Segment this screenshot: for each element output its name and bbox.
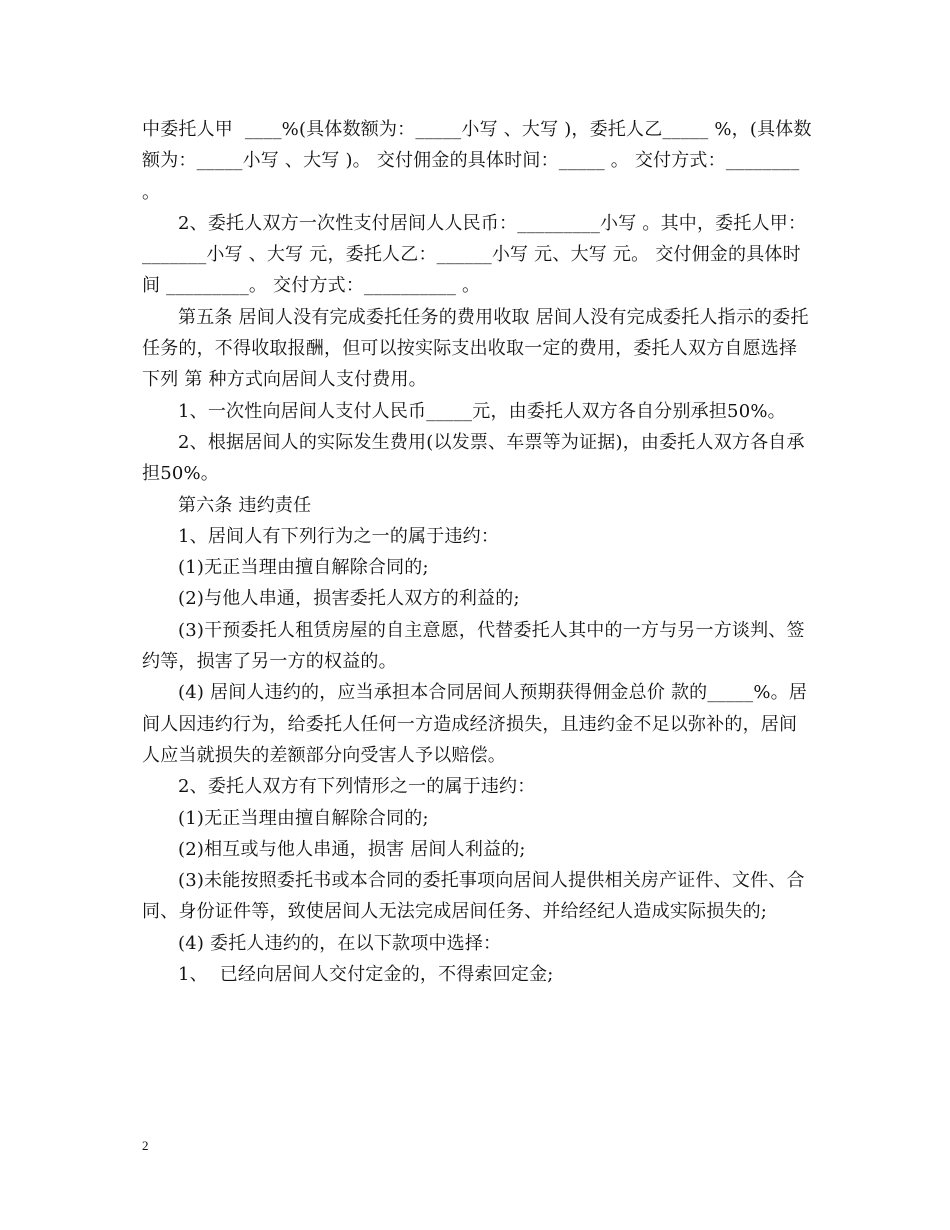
paragraph: 1、居间人有下列行为之一的属于违约：	[178, 525, 500, 547]
paragraph: 1、一次性向居间人支付人民币_____元，由委托人双方各自分别承担50%。	[178, 400, 786, 422]
list-item: (1)无正当理由擅自解除合同的;	[178, 807, 429, 829]
list-item: (2)与他人串通，损害委托人双方的利益的;	[178, 588, 520, 610]
paragraph: 第五条 居间人没有完成委托任务的费用收取 居间人没有完成委托人指示的委托任务的，不得收取报酬，但可以按实际支出收取一定的费用，委托人双方自愿选择下列 第 种方式向居间人支付费用。	[142, 306, 809, 391]
document-body	[142, 114, 814, 990]
paragraph: 2、委托人双方有下列情形之一的属于违约：	[178, 776, 536, 798]
list-item: (4) 委托人违约的，在以下款项中选择：	[178, 932, 502, 954]
list-item: (3)未能按照委托书或本合同的委托事项向居间人提供相关房产证件、文件、合同、身份证件等，致使居间人无法完成居间任务、并给经纪人造成实际损失的;	[142, 870, 805, 923]
list-item: 1、 已经向居间人交付定金的，不得索回定金;	[178, 964, 554, 986]
list-item: (3)干预委托人租赁房屋的自主意愿，代替委托人其中的一方与另一方谈判、签约等，损害了另一方的权益的。	[142, 619, 805, 673]
page-number: 2	[142, 1138, 149, 1153]
list-item: (2)相互或与他人串通，损害 居间人利益的;	[178, 838, 526, 860]
paragraph: 中委托人甲 ____%(具体数额为：_____小写 、大写 )，委托人乙_____ %，(具体数额为：_____小写 、大写 )。 交付佣金的具体时间：_____ 。 交付方式：________ 。	[142, 119, 812, 203]
list-item: (4) 居间人违约的，应当承担本合同居间人预期获得佣金总价 款的_____%。居间人因违约行为，给委托人任何一方造成经济损失，且违约金不足以弥补的，居间人应当就损失的差额部分向受害人予以赔偿。	[142, 682, 808, 766]
list-item: (1)无正当理由擅自解除合同的;	[178, 557, 429, 579]
section-heading: 第六条 违约责任	[178, 494, 312, 516]
paragraph: 2、根据居间人的实际发生费用(以发票、车票等为证据)，由委托人双方各自承担50%。	[142, 431, 805, 485]
paragraph: 2、委托人双方一次性支付居间人人民币：_________小写 。其中，委托人甲：_______小写 、大写 元，委托人乙：______小写 元、大写 元。 交付佣金的具体时间 _________。 交付方式：__________ 。	[142, 212, 807, 297]
